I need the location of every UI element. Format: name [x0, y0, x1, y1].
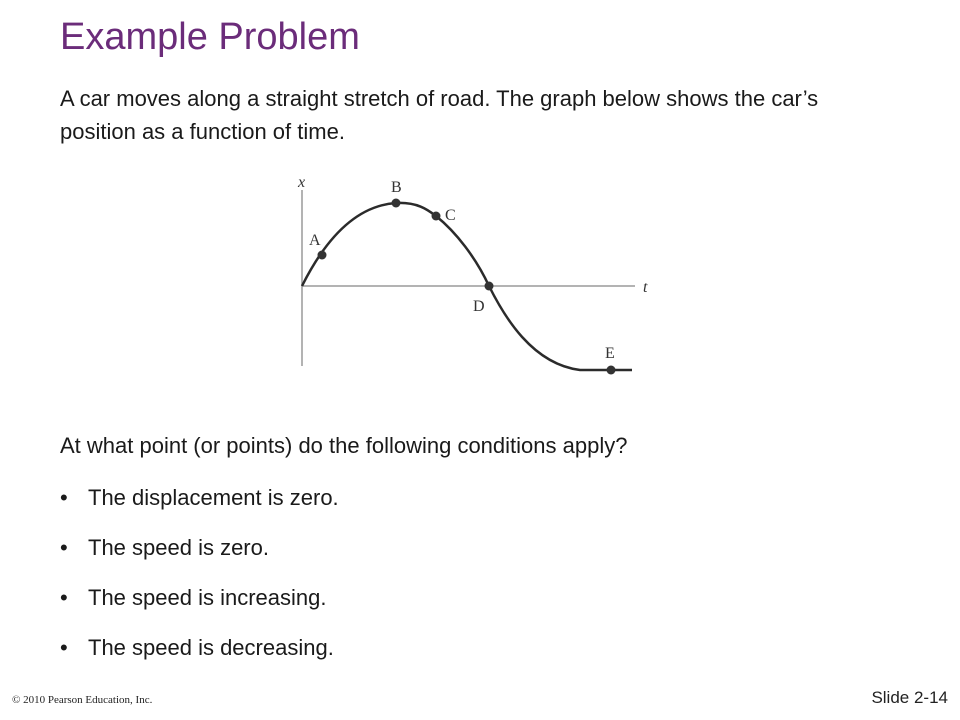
x-axis-label: t [643, 279, 648, 296]
point-e-marker [607, 366, 616, 375]
point-e-label: E [605, 345, 615, 362]
copyright-notice: © 2010 Pearson Education, Inc. [12, 694, 153, 706]
bullet-glyph: • [60, 485, 68, 510]
conditions-list [60, 482, 339, 682]
bullet-glyph: • [60, 585, 68, 610]
point-b-label: B [391, 179, 402, 196]
bullet-glyph: • [60, 535, 68, 560]
intro-text: A car moves along a straight stretch of road. The graph below shows the car’s position as a function of time. [60, 86, 819, 144]
condition-text: The displacement is zero. [88, 485, 339, 510]
point-c-label: C [445, 207, 456, 224]
list-item [60, 582, 339, 632]
point-a-marker [318, 251, 327, 260]
list-item [60, 482, 339, 532]
point-a-label: A [309, 232, 321, 249]
condition-text: The speed is increasing. [88, 585, 327, 610]
slide-title: Example Problem [60, 16, 360, 58]
slide-number: Slide 2-14 [871, 688, 948, 707]
question-text: At what point (or points) do the following conditions apply? [60, 433, 628, 458]
condition-text: The speed is decreasing. [88, 635, 334, 660]
position-time-graph [280, 168, 680, 388]
list-item [60, 532, 339, 582]
point-b-marker [392, 199, 401, 208]
list-item [60, 632, 339, 682]
point-d-marker [485, 282, 494, 291]
y-axis-label: x [298, 174, 306, 191]
condition-text: The speed is zero. [88, 535, 269, 560]
point-c-marker [432, 212, 441, 221]
bullet-glyph: • [60, 635, 68, 660]
point-d-label: D [473, 298, 485, 315]
